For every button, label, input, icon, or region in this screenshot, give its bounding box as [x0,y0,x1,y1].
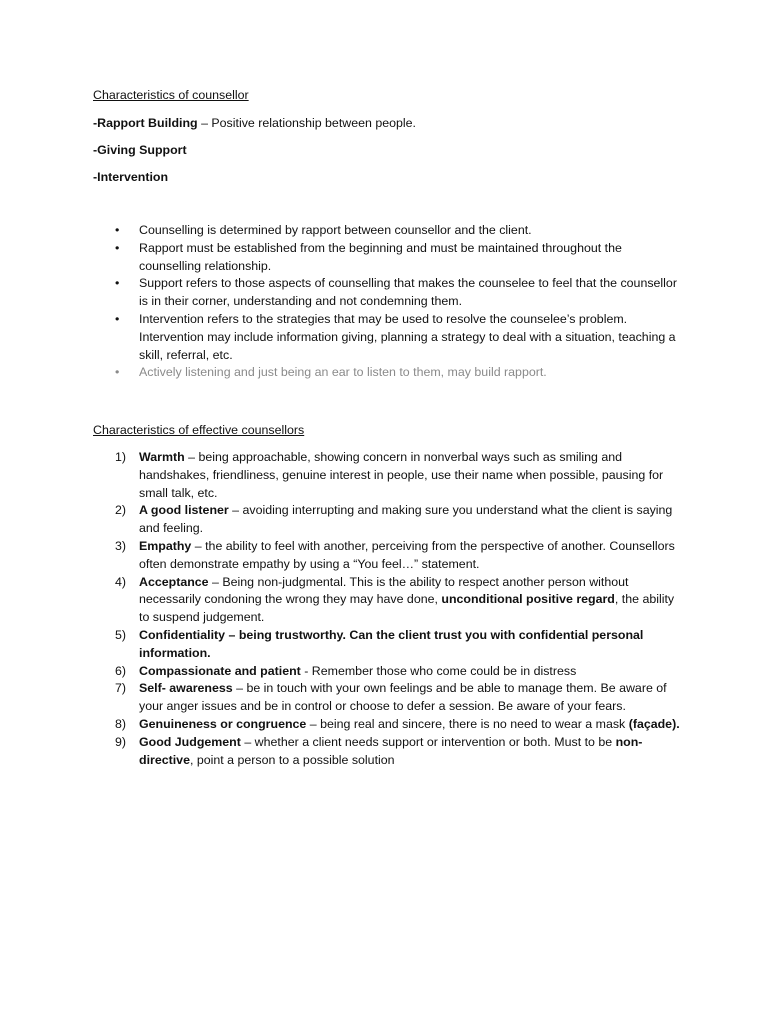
giving-support-term: -Giving Support [93,143,187,157]
bullet-item: • Rapport must be established from the beginning and must be maintained throughout the counselling relationship. [93,240,683,276]
item-number: 5) [115,627,127,642]
item-term: Warmth [139,450,185,464]
item-term: Good Judgement [139,734,241,749]
item-number: 2) [115,503,127,518]
numbered-item [93,627,683,663]
item-term-secondary: unconditional positive regard [441,592,615,607]
item-number: 3) [115,538,127,553]
rapport-building-line [93,115,416,133]
rapport-building-term: -Rapport Building [93,116,198,130]
numbered-item [93,538,683,574]
bullet-item: • Support refers to those aspects of counselling that makes the counselee to feel that the counsellor is in their corner, understanding and not condemning them. [93,275,683,311]
numbered-item [93,663,683,681]
item-term-secondary: (façade). [628,716,680,731]
item-number: 9) [115,734,127,749]
giving-support-line [93,142,187,160]
item-text: – being real and sincere, there is no need to wear a mask [306,716,629,731]
item-text: – whether a client needs support or intervention or both. Must to be [240,734,616,749]
item-text: – being approachable, showing concern in nonverbal ways such as smiling and handshakes, friendliness, genuine interest in people, use their name when possible, pausing for small talk, etc. [139,450,664,500]
section-heading-counsellor: Characteristics of counsellor [93,88,249,102]
numbered-item [93,574,683,627]
intervention-line [93,169,168,187]
item-term: Genuineness or congruence [139,716,307,731]
item-number: 6) [115,663,127,678]
item-number: 1) [115,450,127,464]
item-term: A good listener [139,503,229,518]
item-term: Compassionate and patient [139,663,301,678]
item-number: 4) [115,574,127,589]
item-text: - Remember those who come could be in distress [300,663,577,678]
intervention-term: -Intervention [93,170,169,184]
item-term: Empathy [139,538,192,553]
item-number: 7) [115,681,127,696]
numbered-item [93,449,683,502]
item-text: – the ability to feel with another, perceiving from the perspective of another. Counsellors often demonstrate empathy by using a “You feel…” statement. [139,538,675,571]
numbered-item [93,734,683,770]
bullet-item: • Counselling is determined by rapport between counsellor and the client. [93,222,683,240]
numbered-item [93,680,683,716]
item-number: 8) [115,716,127,731]
rapport-building-desc: – Positive relationship between people. [197,116,416,130]
item-text-secondary: , the ability to suspend judgement. [139,592,675,625]
item-text: – be in touch with your own feelings and be able to manage them. Be aware of your anger issues and be in control or choose to defer a session. Be aware of your fears. [139,681,667,714]
bullet-item: • Intervention refers to the strategies that may be used to resolve the counselee’s problem. Intervention may include information giving, planning a strategy to deal with a situation, teaching a skill, referral, etc. [93,311,683,364]
numbered-item [93,716,683,734]
numbered-item [93,502,683,538]
numbered-list [93,449,683,769]
item-term: Confidentiality – being trustworthy. Can the client trust you with confidential personal information. [139,627,644,660]
bullet-item: • Actively listening and just being an ear to listen to them, may build rapport. [93,364,683,382]
bullet-list [93,222,683,382]
item-term-secondary: non-directive [139,734,643,767]
item-text-secondary: , point a person to a possible solution [189,752,395,767]
item-text: – Being non-judgmental. This is the ability to respect another person without necessarily condoning the wrong they may have done, [139,574,629,607]
item-term: Acceptance [139,574,209,589]
item-text: – avoiding interrupting and making sure you understand what the client is saying and feeling. [139,503,673,536]
section-heading-effective-counsellors: Characteristics of effective counsellors [93,423,305,437]
item-term: Self- awareness [139,681,233,696]
